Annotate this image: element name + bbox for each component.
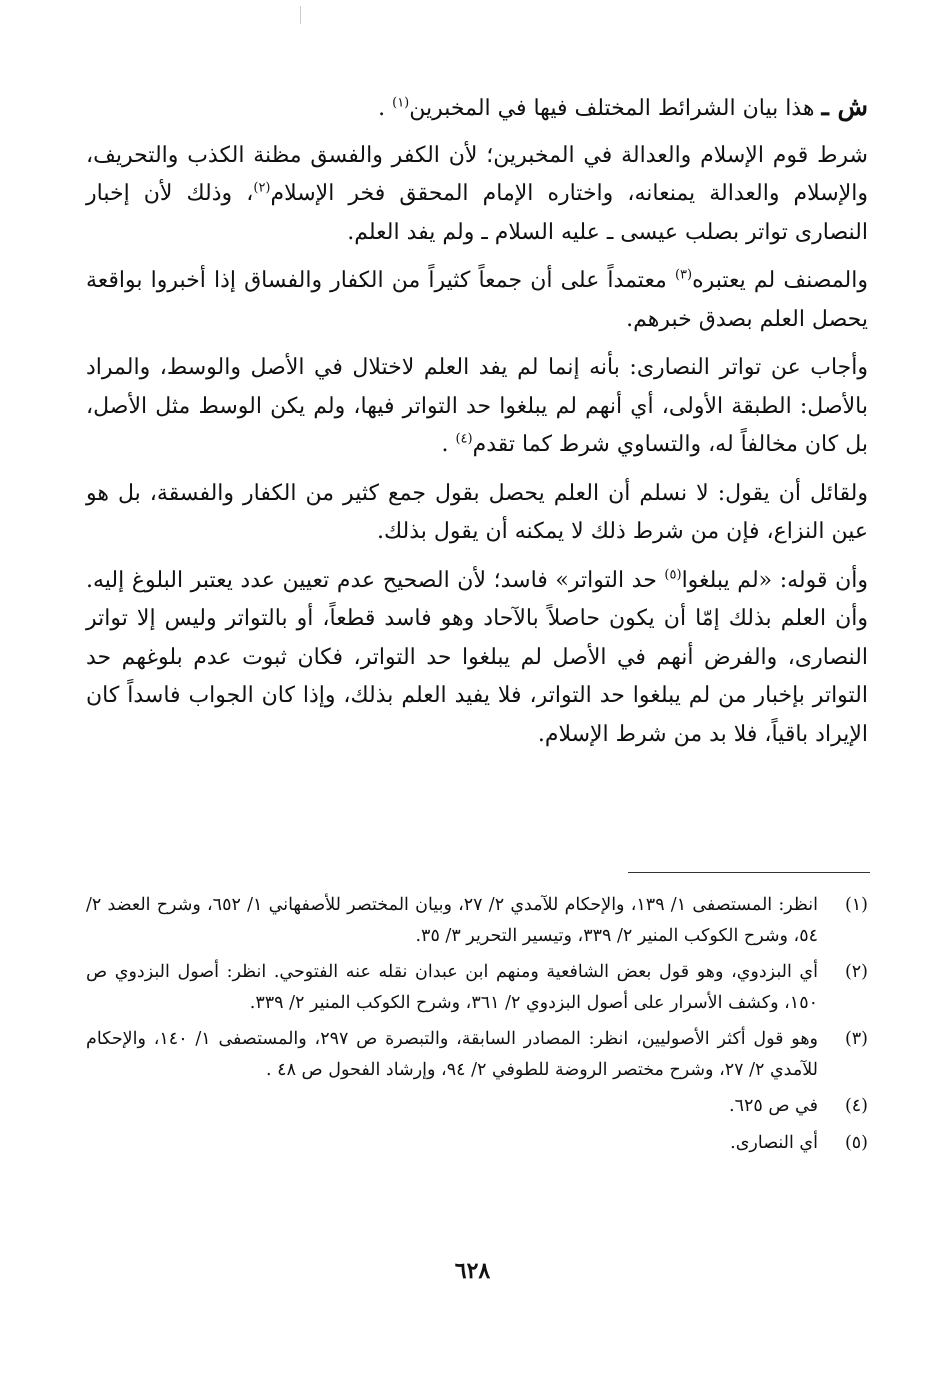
footnote-item bbox=[86, 1128, 868, 1159]
footnote-item bbox=[86, 957, 868, 1018]
footnote-text: أي البزدوي، وهو قول بعض الشافعية ومنهم ابن عبدان نقله عنه الفتوحي. انظر: أصول البزدوي ص ١٥٠، وكشف الأسرار على أصول البزدوي ٢/ ٣٦١، وشرح الكوكب المنير ٢/ ٣٣٩. bbox=[86, 962, 818, 1013]
paragraph-text: ، وذلك لأن إخبار النصارى تواتر بصلب عيسى ـ عليه السلام ـ ولم يفد العلم. bbox=[86, 181, 868, 245]
footnote-reference: (١) bbox=[392, 95, 410, 111]
paragraph-text: هذا بيان الشرائط المختلف فيها في المخبرين bbox=[409, 96, 822, 121]
paragraph-text: والمصنف لم يعتبره bbox=[692, 268, 868, 293]
footnote-reference: (٥) bbox=[664, 567, 682, 583]
footnote-reference: (٣) bbox=[674, 267, 693, 283]
paragraph-p1 bbox=[86, 88, 868, 129]
paragraph-p2 bbox=[86, 137, 868, 253]
paragraph-p5 bbox=[86, 475, 868, 552]
paragraph-text: ولقائل أن يقول: لا نسلم أن العلم يحصل بقول جمع كثير من الكفار والفسقة، بل هو عين النزاع، فإن من شرط ذلك لا يمكنه أن يقول بذلك. bbox=[86, 480, 868, 544]
footnote-divider bbox=[628, 872, 870, 873]
footnote-item bbox=[86, 1024, 868, 1085]
paragraph-p6 bbox=[86, 562, 868, 755]
footnote-number: (٥) bbox=[844, 1132, 868, 1153]
paragraph-text: وأن قوله: «لم يبلغوا bbox=[681, 567, 868, 593]
paragraph-text: معتمداً على أن جمعاً كثيراً من الكفار والفساق إذا أخبروا بواقعة يحصل العلم بصدق خبرهم. bbox=[86, 268, 868, 332]
footnote-number: (٣) bbox=[844, 1029, 868, 1049]
paragraph-text: . bbox=[441, 432, 456, 457]
footnote-number: (١) bbox=[844, 895, 868, 915]
page-number: ٦٢٨ bbox=[454, 1258, 491, 1284]
footnote-number: (٤) bbox=[844, 1096, 868, 1116]
paragraph-p3 bbox=[86, 262, 868, 339]
footnote-text: وهو قول أكثر الأصوليين، انظر: المصادر السابقة، والتبصرة ص ٢٩٧، والمستصفى ١/ ١٤٠، والإحكام للآمدي ٢/ ٢٧، وشرح مختصر الروضة للطوفي ٢/ ٩٤، وإرشاد الفحول ص ٤٨ . bbox=[86, 1029, 819, 1080]
paragraph-text: شرط قوم الإسلام والعدالة في المخبرين؛ لأن الكفر والفسق مظنة الكذب والتحريف، والإسلام والعدالة يمنعانه، واختاره الإمام المحقق فخر الإسلام bbox=[86, 142, 868, 206]
footnote-item bbox=[86, 890, 868, 951]
paragraph-text: وأجاب عن تواتر النصارى: بأنه إنما لم يفد العلم لاختلال في الأصل والوسط، والمراد بالأصل: الطبقة الأولى، أي أنهم لم يبلغوا حد التواتر فيها، ولم يكن الوسط مثل الأصل، بل كان مخالفاً له، والتساوي شرط كما تقدم bbox=[86, 355, 868, 457]
commentary-marker: ش ـ bbox=[821, 92, 868, 121]
paragraph-text: . bbox=[378, 96, 393, 121]
scan-mark bbox=[300, 6, 301, 24]
main-text bbox=[86, 88, 868, 764]
footnote-item bbox=[86, 1091, 868, 1122]
paragraph-p4 bbox=[86, 349, 868, 465]
paragraph-text: حد التواتر» فاسد؛ لأن الصحيح عدم تعيين عدد يعتبر البلوغ إليه. وأن العلم بذلك إمّا أن يكون حاصلاً بالآحاد وهو فاسد قطعاً، أو بالتواتر وليس إلا تواتر النصارى، والفرض أنهم في الأصل لم يبلغوا حد التواتر، فكان ثبوت عدم بلوغهم حد التواتر بإخبار من لم يبلغوا حد التواتر، فلا يفيد العلم بذلك، وإذا كان الجواب فاسداً كان الإيراد باقياً، فلا بد من شرط الإسلام. bbox=[86, 567, 868, 747]
footnote-number: (٢) bbox=[844, 962, 868, 982]
footnote-text: في ص ٦٢٥. bbox=[728, 1096, 818, 1116]
footnote-reference: (٤) bbox=[455, 431, 473, 447]
footnote-text: انظر: المستصفى ١/ ١٣٩، والإحكام للآمدي ٢/ ٢٧، وبيان المختصر للأصفهاني ١/ ٦٥٢، وشرح العضد ٢/ ٥٤، وشرح الكوكب المنير ٢/ ٣٣٩، وتيسير التحرير ٣/ ٣٥. bbox=[86, 895, 819, 946]
footnotes-section bbox=[86, 890, 868, 1164]
footnote-reference: (٢) bbox=[253, 180, 271, 196]
footnote-text: أي النصارى. bbox=[730, 1132, 818, 1153]
